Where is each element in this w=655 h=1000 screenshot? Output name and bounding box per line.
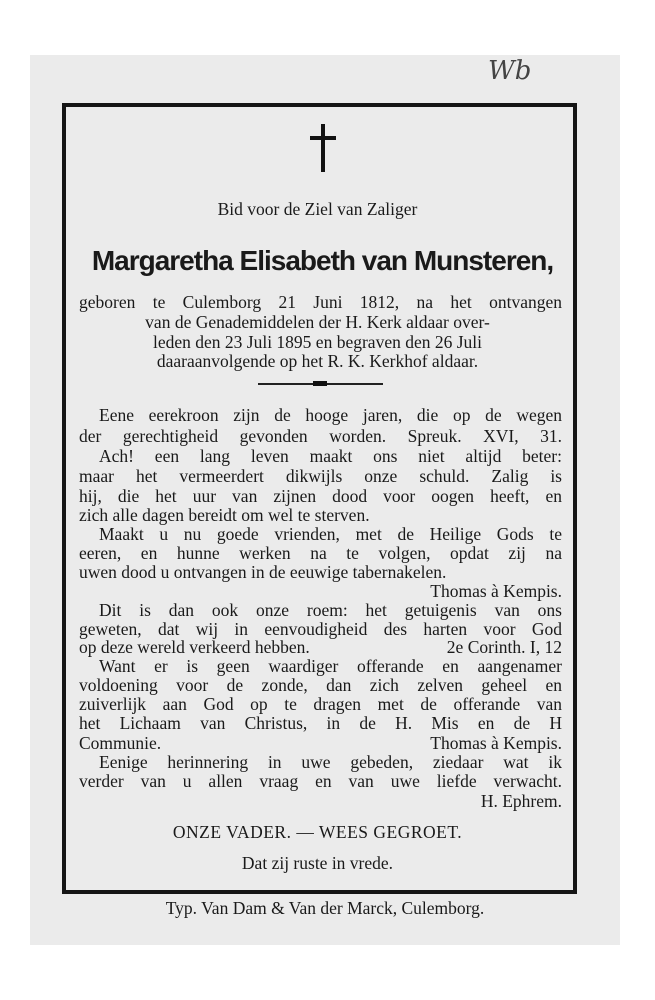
text-line: geweten, dat wij in eenvoudigheid des harten voor God	[79, 619, 562, 639]
deceased-name: Margaretha Elisabeth van Munsteren,	[91, 245, 554, 276]
text-line: op deze wereld verkeerd hebben.	[79, 637, 310, 657]
citation: Thomas à Kempis.	[430, 733, 562, 753]
handwritten-note: Wb	[488, 56, 532, 86]
citation: H. Ephrem.	[480, 791, 562, 811]
text-line: der gerechtigheid gevonden worden. Spreuk. XVI, 31.	[79, 426, 562, 446]
rest-in-peace: Dat zij ruste in vrede.	[241, 853, 394, 873]
text-line: uwen dood u ontvangen in de eeuwige tabernakelen.	[79, 562, 447, 582]
bio-line: van de Genademiddelen der H. Kerk aldaar over-	[145, 312, 490, 332]
cross-icon	[310, 124, 336, 172]
text-line: zich alle dagen bereidt om wel te sterven.	[79, 505, 370, 525]
text-line: Dit is dan ook onze roem: het getuigenis van ons	[99, 600, 562, 620]
citation: 2e Corinth. I, 12	[446, 637, 562, 657]
text-line: Communie.	[79, 733, 162, 753]
printer-credit: Typ. Van Dam & Van der Marck, Culemborg.	[165, 898, 485, 918]
bio-line: daaraanvolgende op het R. K. Kerkhof aldaar.	[156, 351, 479, 371]
ornamental-divider	[258, 383, 383, 385]
bio-line: geboren te Culemborg 21 Juni 1812, na het ontvangen	[79, 292, 562, 312]
text-line: Maakt u nu goede vrienden, met de Heilige Gods te	[99, 524, 562, 544]
text-line: maar het vermeerdert dikwijls onze schuld. Zalig is	[79, 466, 562, 486]
text-line: voldoening voor de zonde, dan zich zelven geheel en	[79, 675, 562, 695]
text-line: Want er is geen waardiger offerande en aangenamer	[99, 656, 562, 676]
text-line: het Lichaam van Christus, in de H. Mis en de H	[79, 713, 562, 733]
text-line: Eene eerekroon zijn de hooge jaren, die op de wegen	[99, 405, 562, 425]
text-line: hij, die het uur van zijnen dood voor oogen heeft, en	[79, 486, 562, 506]
text-line: verder van u allen vraag en van uwe liefde verwacht.	[79, 771, 562, 791]
citation: Thomas à Kempis.	[430, 581, 562, 601]
text-line: Eenige herinnering in uwe gebeden, ziedaar wat ik	[99, 752, 562, 772]
text-line: eeren, en hunne werken na te volgen, opdat zij na	[79, 543, 562, 563]
prayer-heading: Bid voor de Ziel van Zaliger	[217, 199, 418, 219]
bio-line: leden den 23 Juli 1895 en begraven den 26 Juli	[152, 332, 483, 352]
text-line: zuiverlijk aan God op te dragen met de offerande van	[79, 694, 562, 714]
text-line: Ach! een lang leven maakt ons niet altijd beter:	[99, 446, 562, 466]
closing-prayers: ONZE VADER. — WEES GEGROET.	[172, 822, 463, 842]
